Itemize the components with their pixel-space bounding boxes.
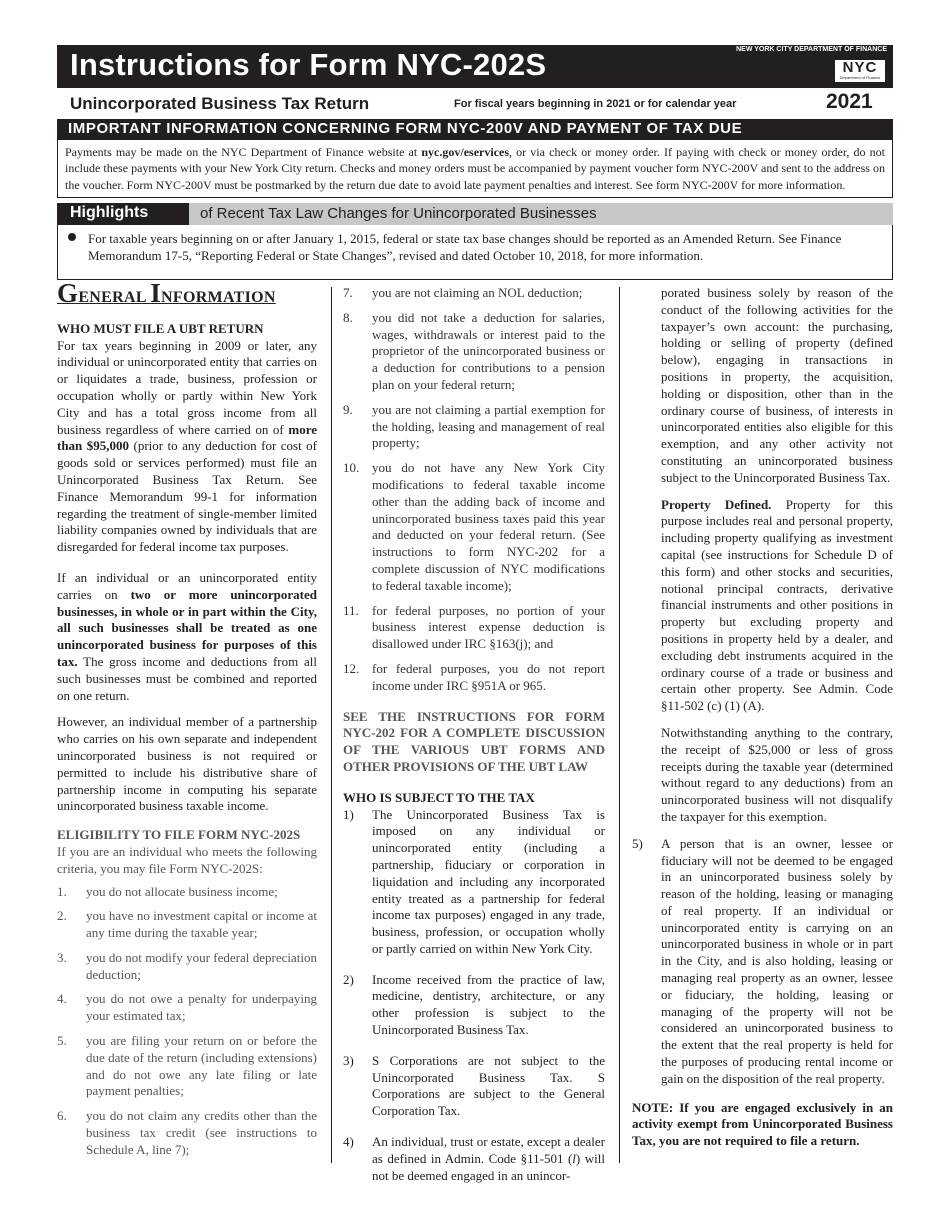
item4-continuation: porated business solely by reason of the conduct of the following activities for the taxpayer’s own account: the purchasing, holding or selling of property (defined below), engaging in transactions in positions in property, the acquisition, holding or disposition, other than in the ordinary course of business, of interests in unincorporated entities also eligible for this exemption, and any other activity not constituting an unincorporated business subject to the Unincorporated Business Tax.: [661, 285, 893, 485]
form-subtitle: Unincorporated Business Tax Return: [70, 94, 370, 113]
exempt-activity-note: NOTE: If you are engaged exclusively in an activity exempt from Unincorporated Business Tax, you are not required to file a return.: [632, 1099, 893, 1149]
list-item-number: 8.: [343, 309, 353, 325]
see-instructions-note: SEE THE INSTRUCTIONS FOR FORM NYC-202 FOR A COMPLETE DISCUSSION OF THE VARIOUS UBT FORMS AND OTHER PROVISIONS OF THE UBT LAW: [343, 708, 605, 774]
list-item-text: you do not have any New York City modifications to federal taxable income other than the adding back of income and unincorporated business taxes paid this year and deducted on your federal return. (See instructions to form NYC-202 for a complete discussion of NYC modifications to federal taxable income);: [372, 460, 605, 593]
list-item-text: you are filing your return on or before the due date of the return (including extensions) and do not owe any late filing or late payment penalties;: [86, 1033, 317, 1099]
general-information-title: GENERAL INFORMATION: [57, 278, 276, 308]
list-item: [343, 661, 605, 695]
subject-to-tax-heading: WHO IS SUBJECT TO THE TAX: [343, 789, 535, 805]
column-1: [57, 278, 317, 1167]
highlights-bullet-text: For taxable years beginning on or after January 1, 2015, federal or state tax base changes should be reported as an Amended Return. See Finance Memorandum 17-5, “Reporting Federal or State Changes”, revised and dated October 10, 2018, for more information.: [88, 231, 842, 263]
list-item: 5) A person that is an owner, lessee or fiduciary will not be deemed to be engaged in an unincorporated business solely by reason of the holding, leasing or managing of real property. If an individual or unincorporated entity is carrying on an unincorporated business in whole or in part in the City, and is also holding, leasing or managing real property as an owner, lessee or fiduciary, the holding, leasing or managing of the property will not be considered an unincorporated business to the extent that the real property is held for the purposes of producing rental income or gain on the disposition of the real property.: [632, 835, 893, 1086]
fiscal-note: For fiscal years beginning in 2021 or for calendar year: [454, 98, 737, 110]
list-item-number: 9.: [343, 401, 353, 417]
list-item-text: you do not modify your federal depreciation deduction;: [86, 949, 317, 982]
list-item-text: you are not claiming an NOL deduction;: [372, 285, 583, 300]
eligibility-criteria-list: [57, 884, 317, 1159]
list-item-text: S Corporations are not subject to the Unincorporated Business Tax. S Corporations are subject to the General Corporation Tax.: [372, 1052, 605, 1119]
payment-text-1: Payments may be made on the NYC Department of Finance website at: [65, 145, 422, 159]
list-item-number: 1.: [57, 883, 67, 899]
list-item-text: Income received from the practice of law, medicine, dentistry, architecture, or any other profession is subject to the Unincorporated Business Tax.: [372, 971, 605, 1038]
subject-to-tax-list: [343, 807, 605, 1121]
list-item: [57, 991, 317, 1025]
column-divider: [619, 287, 620, 1163]
important-info-bar: [57, 119, 893, 140]
list-item: [343, 285, 605, 302]
list-item: [343, 807, 605, 958]
list-item-number: 2.: [57, 908, 67, 924]
list-item: [57, 1108, 317, 1158]
logo-subtext: Department of Finance: [839, 75, 881, 80]
column-2: [343, 285, 605, 1192]
list-item-text: you have no investment capital or income at any time during the taxable year;: [86, 908, 317, 941]
highlights-box: [57, 225, 893, 280]
payment-text-2: , or via check or money order. If paying with check or money order, do not include these payments with your New York City return. Checks and money orders must be accompanied by payment voucher form NYC-200V and sent to the address on the voucher. Form NYC-200V must be postmarked by the return due date to avoid late payment penalties and interest. See form NYC-200V for more information.: [65, 145, 885, 192]
who-must-file-p2: If an individual or an unincorporated entity carries on two or more unincorporated businesses, in whole or in part within the City, all such businesses shall be treated as one unincorporated business for purposes of this tax. The gross income and deductions from all such businesses must be combined and reported on one return.: [57, 569, 317, 703]
form-title: Instructions for Form NYC-202S: [70, 47, 547, 82]
list-item-text: The Unincorporated Business Tax is imposed on any individual or unincorporated entity (including a partnership, fiduciary or corporation in liquidation and including any incorporated entity treated as a partnership for federal income tax purposes) engaged in any trade, business, profession, or occupation wholly or partly carried on within New York City.: [372, 806, 605, 956]
list-item: [343, 460, 605, 594]
who-must-file-p1: For tax years beginning in 2009 or later, any individual or unincorporated entity that carries on or liquidates a trade, business, profession or occupation wholly or partly within New York City and has a total gross income from all business regardless of where carried on of more than $95,000 (prior to any deduction for cost of goods sold or services performed) must file an Unincorporated Business Tax Return. See Finance Memorandum 99-1 for information regarding the treatment of single-member limited liability companies owned by individuals that are disregarded for federal income tax purposes.: [57, 337, 317, 555]
highlights-bar: [57, 203, 893, 225]
list-item: [57, 950, 317, 984]
list-item: 4) An individual, trust or estate, except a dealer as defined in Admin. Code §11-501 (l) will not be deemed engaged in an unincor-: [343, 1134, 605, 1183]
department-name: NEW YORK CITY DEPARTMENT OF FINANCE: [736, 46, 887, 53]
property-defined-paragraph: Property Defined. Property for this purpose includes real and personal property, including property qualifying as investment capital (see instructions for Schedule D of this form) and other stocks and securities, notional principal contracts, derivative financial instruments and other positions in property but excluding property and positions in property held by a dealer, and excluding debt instruments acquired in the ordinary course of a trade or business and certain other property. See Admin. Code §11-502 (c) (1) (A).: [661, 496, 893, 714]
list-item-number: 3): [343, 1052, 354, 1068]
list-item-number: 5.: [57, 1033, 67, 1049]
bullet-icon: [68, 233, 76, 241]
who-must-file-p3: However, an individual member of a partnership who carries on his own separate and independent unincorporated business is not required or permitted to include his distributive share of partnership income in computing his separate unincorporated business taxable income.: [57, 714, 317, 814]
list-item-number: 3.: [57, 949, 67, 965]
list-item: [57, 1033, 317, 1100]
column-divider: [331, 287, 332, 1163]
list-item-text: you do not owe a penalty for underpaying your estimated tax;: [86, 991, 317, 1024]
logo-text: NYC: [842, 59, 878, 76]
list-item-text: you did not take a deduction for salaries, wages, withdrawals or interest paid to the proprietor of the unincorporated business or a deduction for contributions to a pension plan on your federal return;: [372, 309, 605, 392]
list-item-text: you are not claiming a partial exemption for the holding, leasing and management of real property;: [372, 401, 605, 451]
list-item: [57, 884, 317, 901]
list-item: [343, 402, 605, 452]
list-item-text: you do not claim any credits other than the business tax credit (see instructions to Schedule A, line 7);: [86, 1108, 317, 1157]
eligibility-heading: ELIGIBILITY TO FILE FORM NYC-202S: [57, 827, 301, 843]
column-3: [632, 285, 893, 1160]
payment-info-box: [57, 140, 893, 198]
list-item-text: for federal purposes, you do not report income under IRC §951A or 965.: [372, 660, 605, 693]
highlights-title: of Recent Tax Law Changes for Unincorporated Businesses: [200, 205, 597, 222]
list-item-number: 1): [343, 806, 354, 822]
eligibility-intro: If you are an individual who meets the following criteria, you may file Form NYC-202S:: [57, 843, 317, 876]
list-item-number: 6.: [57, 1108, 67, 1124]
highlights-label-box: [57, 203, 189, 225]
eligibility-criteria-list-cont: [343, 285, 605, 695]
list-item-number: 2): [343, 971, 354, 987]
list-item-number: 11.: [343, 602, 359, 618]
list-item-text: you do not allocate business income;: [86, 883, 278, 899]
eservices-link[interactable]: nyc.gov/eservices: [421, 145, 510, 159]
list-item-number: 7.: [343, 285, 353, 300]
notwithstanding-paragraph: Notwithstanding anything to the contrary, the receipt of $25,000 or less of gross receipts during the taxable year (determined without regard to any deductions) from an unincorporated business will not disqualify the taxpayer for this exemption.: [661, 724, 893, 824]
list-item-number: 4.: [57, 991, 67, 1007]
list-item: [343, 972, 605, 1039]
title-bar: [57, 45, 893, 88]
list-item-text: for federal purposes, no portion of your business interest expense deduction is disallowed under IRC §163(j); and: [372, 602, 605, 652]
list-item-number: 12.: [343, 660, 360, 676]
who-must-file-heading: WHO MUST FILE A UBT RETURN: [57, 320, 264, 336]
list-item: [343, 1053, 605, 1120]
important-info-title: IMPORTANT INFORMATION CONCERNING FORM NYC-200V AND PAYMENT OF TAX DUE: [68, 120, 743, 137]
list-item-number: 10.: [343, 460, 360, 476]
list-item: [57, 908, 317, 942]
nyc-logo: [833, 58, 887, 84]
tax-year: 2021: [826, 90, 873, 113]
highlights-label: Highlights: [70, 204, 149, 221]
list-item: [343, 310, 605, 394]
list-item: [343, 603, 605, 653]
